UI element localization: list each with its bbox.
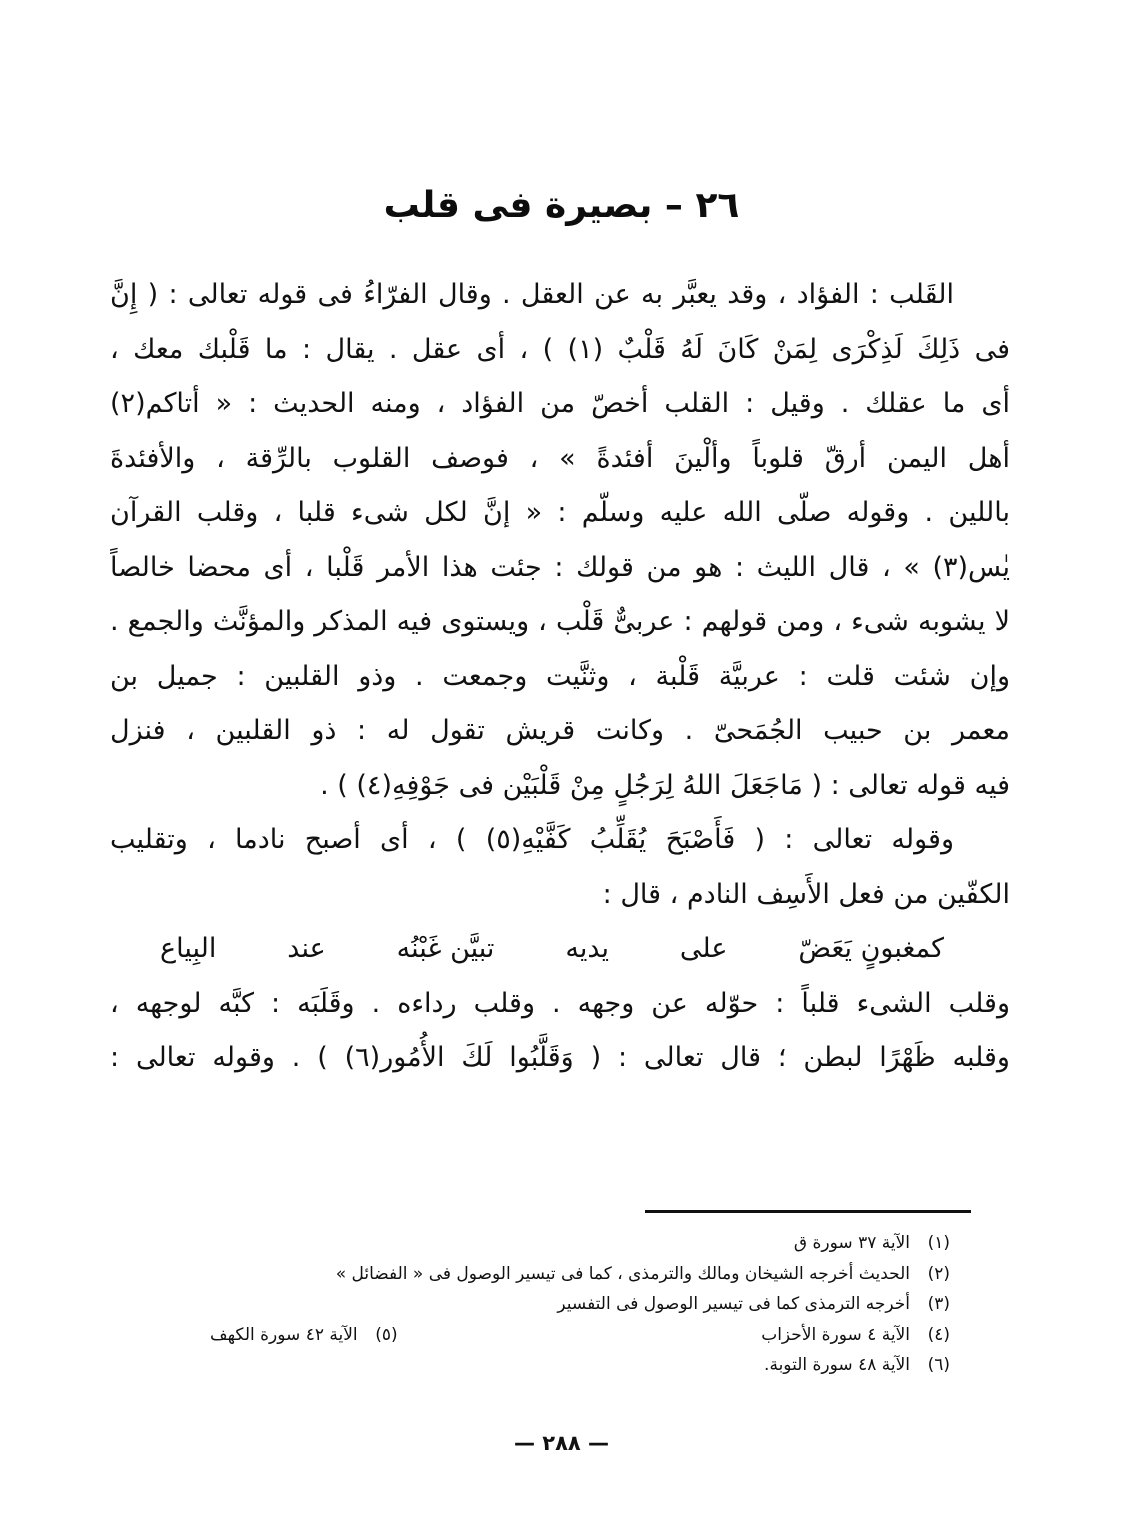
footnote xyxy=(150,1350,950,1381)
footnote-divider xyxy=(645,1210,971,1213)
verse-word: كمغبونٍ يَعَضّ xyxy=(798,933,944,964)
footnotes xyxy=(150,1228,950,1381)
body-line: لا يشوبه شىء ، ومن قولهم : عربىٌّ قَلْب ، ويستوى فيه المذكر والمؤنَّث والجمع . xyxy=(110,606,1010,637)
footnote-number: (٣) xyxy=(927,1294,950,1314)
body-line: وقلبه ظَهْرًا لبطن ؛ قال تعالى : ( وَقَلَّبُوا لَكَ الأُمُور(٦) ) . وقوله تعالى : xyxy=(110,1042,1010,1073)
section-heading: ٢٦ – بصيرة فى قلب xyxy=(383,185,740,226)
body-line: فى ذَلِكَ لَذِكْرَى لِمَنْ كَانَ لَهُ قَلْبٌ (١) ) ، أى عقل . يقال : ما قَلْبك معك ، xyxy=(110,333,1010,365)
footnote-number: (٥) xyxy=(375,1324,398,1345)
body-line: باللين . وقوله صلّى الله عليه وسلّم : « إنَّ لكل شىء قلبا ، وقلب القرآن xyxy=(110,497,1010,528)
page-number: — ٢٨٨ — xyxy=(513,1431,610,1455)
footnote xyxy=(150,1320,950,1351)
footnote-number: (١) xyxy=(927,1233,950,1253)
body-line: أى ما عقلك . وقيل : القلب أخصّ من الفؤاد ، ومنه الحديث : « أتاكم(٢) xyxy=(110,388,1010,419)
footnote-text: الآية ٤٢ سورة الكهف xyxy=(210,1324,358,1345)
verse-word: عند xyxy=(287,933,326,964)
verse-word: على xyxy=(679,933,728,964)
verse-word: البِياع xyxy=(160,933,217,964)
footnote-text: الآية ٤ سورة الأحزاب xyxy=(761,1324,910,1345)
footnote xyxy=(150,1320,398,1351)
body-line: أهل اليمن أرقّ قلوباً وألْينَ أفئدةً » ، فوصف القلوب بالرِّقة ، والأفئدةَ xyxy=(110,442,1010,474)
footnote-number: (٢) xyxy=(927,1263,950,1284)
footnote xyxy=(150,1228,950,1259)
body-line: يٰس(٣) » ، قال الليث : هو من قولك : جئت هذا الأمر قَلْبا ، أى محضا خالصاً xyxy=(110,551,1010,583)
body-line: القَلب : الفؤاد ، وقد يعبَّر به عن العقل . وقال الفرّاءُ فى قوله تعالى : ( إِنَّ xyxy=(110,279,954,310)
body-line: معمر بن حبيب الجُمَحىّ . وكانت قريش تقول له : ذو القلبين ، فنزل xyxy=(110,715,1010,746)
body-line: الكفّين من فعل الأَسِف النادم ، قال : xyxy=(602,878,1010,910)
footnote-number: (٦) xyxy=(927,1355,950,1375)
body-line: فيه قوله تعالى : ( مَاجَعَلَ اللهُ لِرَجُلٍ مِنْ قَلْبَيْن فى جَوْفِهِ(٤) ) . xyxy=(320,769,1010,801)
footnote-text: الآية ٤٨ سورة التوبة. xyxy=(764,1355,910,1375)
footnote-text: أخرجه الترمذى كما فى تيسير الوصول فى التفسير xyxy=(557,1294,910,1314)
footnote xyxy=(150,1259,950,1290)
verse-word: تبيَّن غَبْنُه xyxy=(396,933,495,964)
body-text xyxy=(110,268,1010,1086)
verse-word: يديه xyxy=(565,933,610,964)
footnote-text: الحديث أخرجه الشيخان ومالك والترمذى ، كما فى تيسير الوصول فى « الفضائل » xyxy=(335,1263,910,1284)
footnote-number: (٤) xyxy=(927,1324,950,1345)
poetry-verse xyxy=(110,922,1010,977)
body-line: وقوله تعالى : ( فَأَصْبَحَ يُقَلِّبُ كَفَّيْهِ(٥) ) ، أى أصبح نادما ، وتقليب xyxy=(110,824,954,855)
body-line: وإن شئت قلت : عربيَّة قَلْبة ، وثنَّيت وجمعت . وذو القلبين : جميل بن xyxy=(110,660,1010,692)
body-line: وقلب الشىء قلباً : حوّله عن وجهه . وقلب رداءه . وقَلَبَه : كبَّه لوجهه ، xyxy=(110,987,1010,1019)
footnote-text: الآية ٣٧ سورة ق xyxy=(793,1233,910,1253)
footnote xyxy=(150,1289,950,1320)
